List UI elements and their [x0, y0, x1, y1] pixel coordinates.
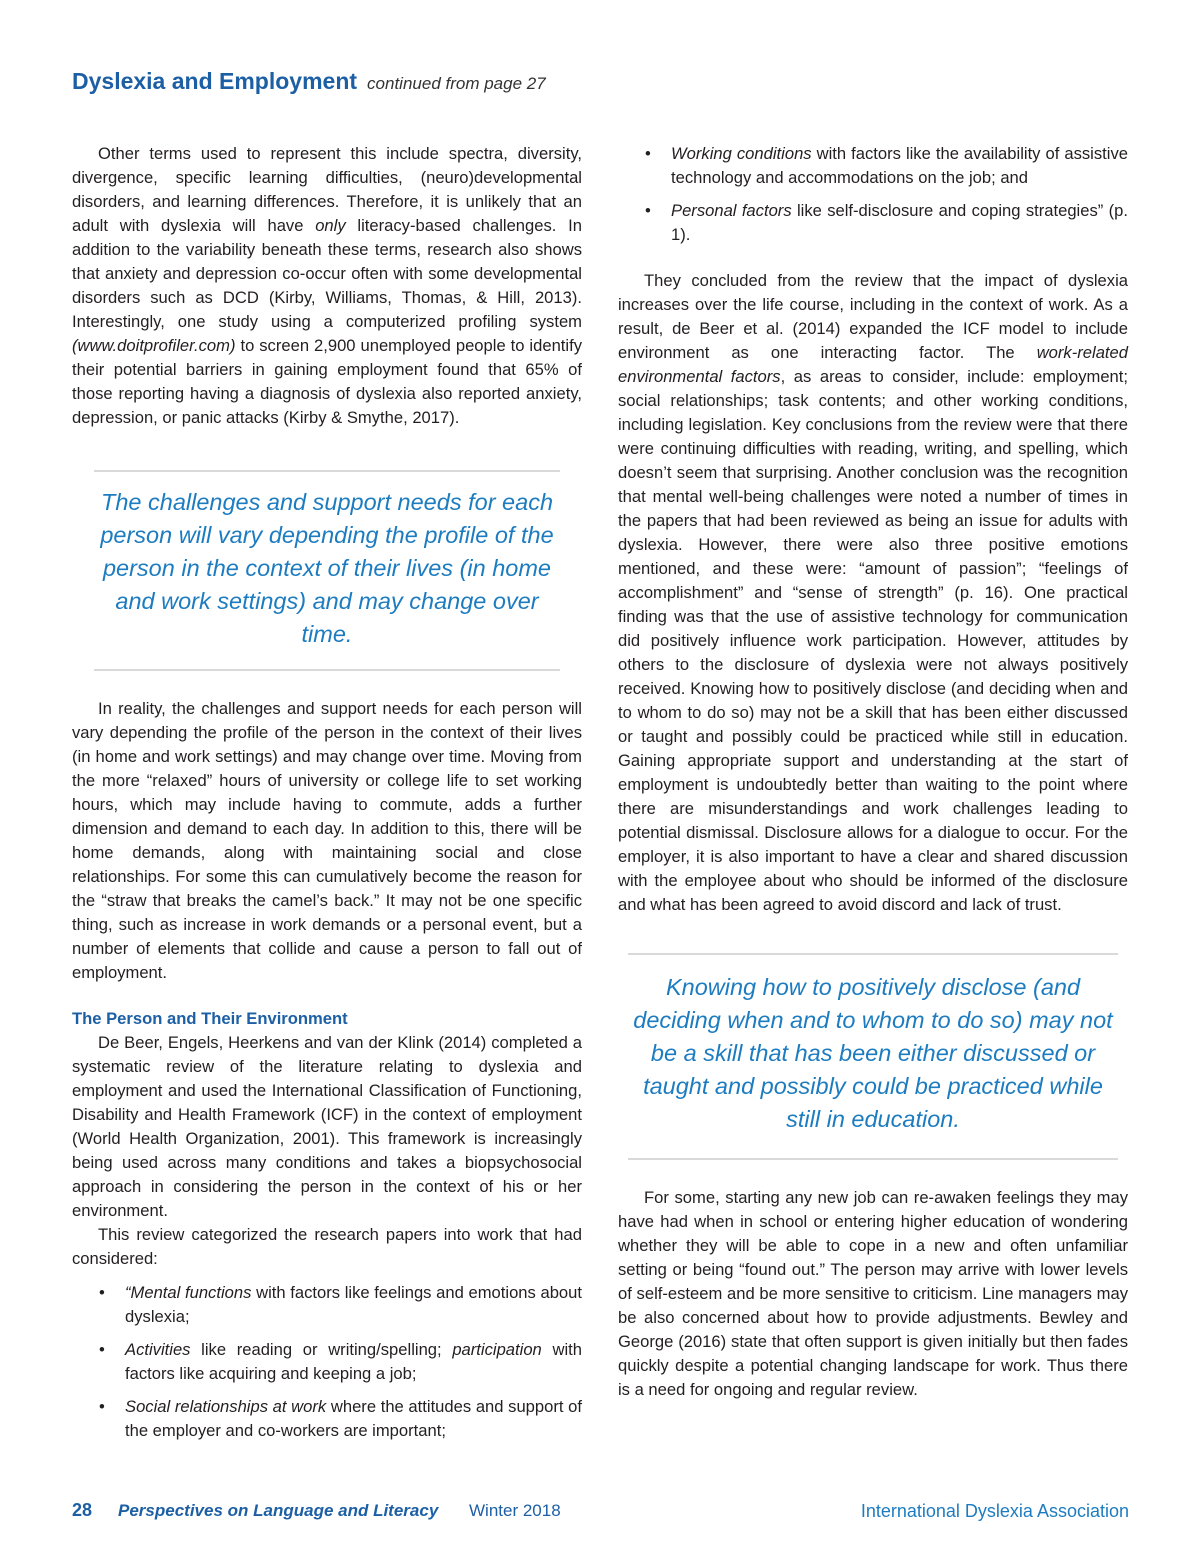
list-item: • Personal factors like self-disclosure and coping strategies” (p. 1).: [645, 201, 1128, 244]
section-heading: The Person and Their Environment: [72, 1009, 348, 1028]
pull-quote: Knowing how to positively disclose (and deciding when and to whom to do so) may not be a skill that has been either discussed or taught and possibly could be practiced while still in education.: [628, 953, 1118, 1160]
list-item: • Activities like reading or writing/spelling; participation with factors like acquiring and keeping a job;: [99, 1340, 582, 1383]
bullet-icon: •: [99, 1340, 105, 1359]
pull-quote: The challenges and support needs for each person will vary depending the profile of the person in the context of their lives (in home and work settings) and may change over time.: [94, 470, 560, 671]
paragraph: In reality, the challenges and support needs for each person will vary depending the profile of the person in the context of their lives (in home and work settings) and may change over time. Moving from the more “relaxed” hours of university or college life to set working hours, which may include having to commute, adds a further dimension and demand to each day. In addition to this, there will be home demands, along with maintaining social and close relationships. For some this can cumulatively become the reason for the “straw that breaks the camel’s back.” It may not be one specific thing, such as increase in work demands or a personal event, but a number of elements that collide and cause a person to fall out of employment.: [72, 699, 582, 982]
bullet-icon: •: [645, 144, 651, 163]
paragraph: For some, starting any new job can re-awaken feelings they may have had when in school or entering higher education of wondering whether they will be able to cope in a new and often unfamiliar setting or being “found out.” The person may arrive with lower levels of self-esteem and be more sensitive to criticism. Line managers may be also concerned about how to provide adjustments. Bewley and George (2016) state that often support is given initially but then fades quickly despite a potential changing landscape for work. Thus there is a need for ongoing and regular review.: [618, 1188, 1128, 1399]
right-column: [618, 142, 1128, 1402]
paragraph: This review categorized the research papers into work that had considered:: [72, 1225, 582, 1268]
bullet-list: [618, 142, 1128, 247]
paragraph: De Beer, Engels, Heerkens and van der Klink (2014) completed a systematic review of the literature relating to dyslexia and employment and used the International Classification of Functioning, Disability and Health Framework (ICF) in the context of employment (World Health Organization, 2001). This framework is increasingly being used across many conditions and takes a biopsychosocial approach in considering the person in the context of his or her environment.: [72, 1033, 582, 1220]
list-item: • Social relationships at work where the attitudes and support of the employer and co-workers are important;: [99, 1397, 582, 1440]
page-footer: [72, 1500, 1129, 1526]
organization-name: International Dyslexia Association: [860, 1501, 1129, 1521]
list-item: • Working conditions with factors like the availability of assistive technology and accommodations on the job; and: [645, 144, 1128, 187]
paragraph: They concluded from the review that the impact of dyslexia increases over the life course, including in the context of work. As a result, de Beer et al. (2014) expanded the ICF model to include environment as one interacting factor. The work-related environmental factors, as areas to consider, include: employment; social relationships; task contents; and other working conditions, including legislation. Key conclusions from the review were that there were continuing difficulties with reading, writing, and spelling, which doesn’t seem that surprising. Another conclusion was the recognition that mental well-being challenges were noted a number of times in the papers that had been reviewed as being an issue for adults with dyslexia. However, there were also three positive emotions mentioned, and these were: “amount of passion”; “feelings of accomplishment” and “sense of strength” (p. 16). One practical finding was that the use of assistive technology for communication did positively influence work participation. However, attitudes by others to the disclosure of dyslexia were not always positively received. Knowing how to positively disclose (and deciding when and to whom to do so) may not be a skill that has been either discussed or taught and possibly could be practiced while still in education. Gaining appropriate support and understanding at the start of employment is undoubtedly better than waiting to the point where there are misunderstandings and work challenges leading to potential dismissal. Disclosure allows for a dialogue to occur. For the employer, it is also important to have a clear and shared discussion with the employee about who should be informed of the disclosure and what has been agreed to avoid discord and lack of trust.: [618, 271, 1129, 914]
bullet-icon: •: [99, 1283, 105, 1302]
list-item: • “Mental functions with factors like feelings and emotions about dyslexia;: [99, 1283, 583, 1326]
bullet-list: [72, 1281, 582, 1443]
page-header: [72, 68, 546, 95]
bullet-icon: •: [99, 1397, 105, 1416]
page-number: 28: [72, 1500, 93, 1520]
article-title: Dyslexia and Employment: [72, 68, 358, 94]
left-column: [72, 142, 582, 1452]
continued-note: continued from page 27: [367, 74, 546, 93]
bullet-icon: •: [645, 201, 651, 220]
journal-title: Perspectives on Language and Literacy: [118, 1501, 439, 1520]
issue-date: Winter 2018: [469, 1501, 561, 1520]
paragraph: Other terms used to represent this include spectra, diversity, divergence, specific learning difficulties, (neuro)developmental disorders, and learning differences. Therefore, it is unlikely that an adult with dyslexia will have only literacy-based challenges. In addition to the variability beneath these terms, research also shows that anxiety and depression co-occur often with some developmental disorders such as DCD (Kirby, Williams, Thomas, & Hill, 2013). Interestingly, one study using a computerized profiling system (www.doitprofiler.com) to screen 2,900 unemployed people to identify their potential barriers in gaining employment found that 65% of those reporting having a diagnosis of dyslexia also reported anxiety, depression, or panic attacks (Kirby & Smythe, 2017).: [72, 144, 582, 427]
